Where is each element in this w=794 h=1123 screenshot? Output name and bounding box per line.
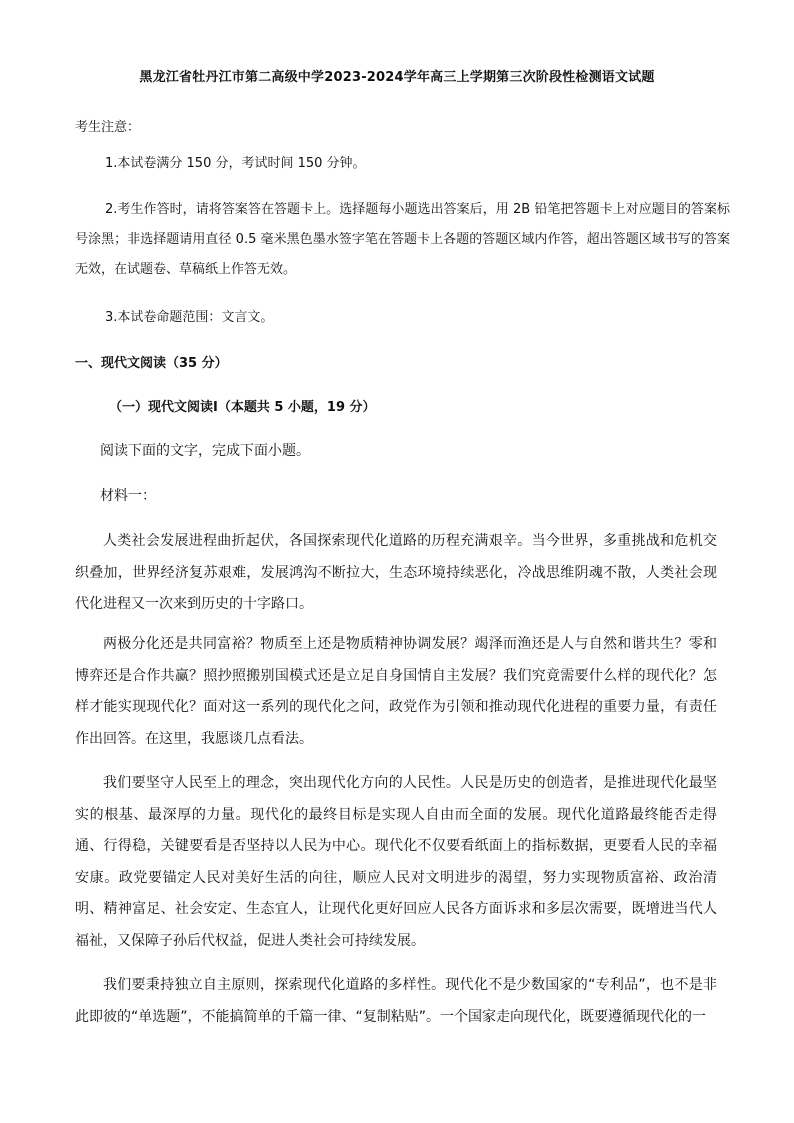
document-title: 黑龙江省牡丹江市第二高级中学2023-2024学年高三上学期第三次阶段性检测语文试题 bbox=[139, 70, 655, 85]
reading-instruction: 阅读下面的文字，完成下面小题。 bbox=[100, 443, 310, 459]
body-paragraph: 我们要秉持独立自主原则，探索现代化道路的多样性。现代化不是少数国家的“专利品”，也不是非此即彼的“单选题”，不能搞简单的千篇一律、“复制粘贴”。一个国家走向现代化，既要遵循现代化的一 bbox=[75, 977, 717, 1025]
note-item-3: 3.本试卷命题范围：文言文。 bbox=[105, 310, 274, 325]
body-paragraph: 两极分化还是共同富裕？物质至上还是物质精神协调发展？竭泽而渔还是人与自然和谐共生？零和博弈还是合作共赢？照抄照搬别国模式还是立足自身国情自主发展？我们究竟需要什么样的现代化？怎样才能实现现代化？面对这一系列的现代化之问，政党作为引领和推动现代化进程的重要力量，有责任作出回答。在这里，我愿谈几点看法。 bbox=[75, 636, 717, 747]
note-item-2: 2.考生作答时，请将答案答在答题卡上。选择题每小题选出答案后，用 2B 铅笔把答题卡上对应题目的答案标号涂黑；非选择题请用直径 0.5 毫米黑色墨水签字笔在答题卡上各题的答题区域内作答，超出答题区域书写的答案无效，在试题卷、草稿纸上作答无效。 bbox=[75, 202, 730, 277]
material-label: 材料一： bbox=[100, 488, 156, 504]
section-heading: 一、现代文阅读（35 分） bbox=[75, 356, 228, 371]
note-item-1: 1.本试卷满分 150 分，考试时间 150 分钟。 bbox=[105, 156, 366, 171]
notice-label: 考生注意： bbox=[75, 120, 141, 135]
subsection-heading: （一）现代文阅读Ⅰ（本题共 5 小题，19 分） bbox=[109, 400, 376, 415]
body-paragraph: 我们要坚守人民至上的理念，突出现代化方向的人民性。人民是历史的创造者，是推进现代化最坚实的根基、最深厚的力量。现代化的最终目标是实现人自由而全面的发展。现代化道路最终能否走得通、行得稳，关键要看是否坚持以人民为中心。现代化不仅要看纸面上的指标数据，更要看人民的幸福安康。政党要锚定人民对美好生活的向往，顺应人民对文明进步的渴望，努力实现物质富裕、政治清明、精神富足、社会安定、生态宜人，让现代化更好回应人民各方面诉求和多层次需要，既增进当代人福祉，又保障子孙后代权益，促进人类社会可持续发展。 bbox=[75, 775, 717, 949]
body-paragraph: 人类社会发展进程曲折起伏，各国探索现代化道路的历程充满艰辛。当今世界，多重挑战和危机交织叠加，世界经济复苏艰难，发展鸿沟不断拉大，生态环境持续恶化，冷战思维阴魂不散，人类社会现代化进程又一次来到历史的十字路口。 bbox=[75, 533, 717, 612]
